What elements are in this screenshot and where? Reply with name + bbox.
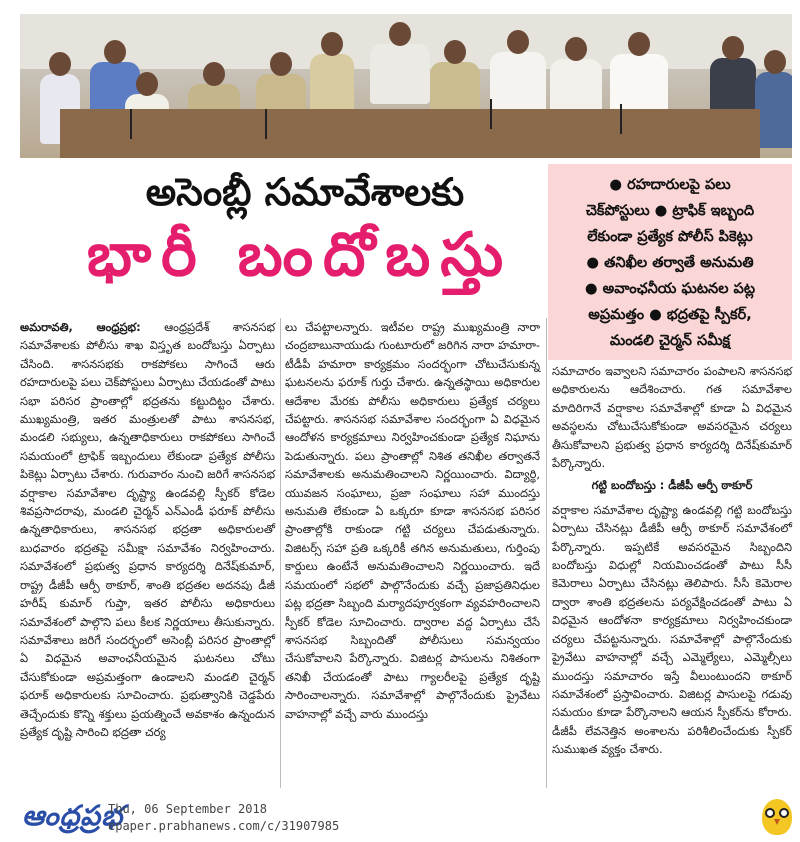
dateline: అమరావతి, ఆంధ్రప్రభ: <box>20 320 141 334</box>
subheading: గట్టి బందోబస్తు : డీజీపీ ఆర్పీ ఠాకూర్ <box>591 478 753 493</box>
article-text: సమాచారం ఇవ్వాలని సమాచారం పంపాలని శాసనసభ అధికారులను ఆదేశించారు. గత సమావేశాల మాదిరిగానే వర్షాకాల సమావేశాల్లో కూడా ఏ విధమైన అవస్థలను చోటుచేసుకోకుండా అవసరమైన చర్యలు తీసుకోవాలని ప్రభుత్వ ప్రధాన కార్యదర్శి దినేష్‌కుమార్ పేర్కొన్నారు. <box>552 364 792 471</box>
article-column-3 <box>552 362 792 759</box>
highlight-item: లేకుండా ప్రత్యేక పోలీస్ పికెట్లు <box>587 229 753 245</box>
column-divider <box>546 318 547 788</box>
publication-logo[interactable]: ఆంధ్రప్రభ <box>22 799 124 832</box>
headline-line1: అసెంబ్లీ సమావేశాలకు <box>145 170 465 214</box>
highlight-item: అప్రమత్తం ● భద్రతపై స్పీకర్, <box>588 307 752 323</box>
epaper-url[interactable]: epaper.prabhanews.com/c/31907985 <box>108 819 340 833</box>
highlight-item: చెక్‌పోస్టులు ● ట్రాఫిక్ ఇబ్బంది <box>585 203 755 219</box>
article-text: వర్షాకాల సమావేశాల దృష్ట్యా ఉండవల్లి గట్టి బందోబస్తు ఏర్పాటు చేసినట్లు డీజీపీ ఆర్పీ ఠాకూర్ సమావేశంలో పేర్కొన్నారు. ఇప్పటికే అవసరమైన సిబ్బందిని బందోబస్తు విధుల్లో నియమించడంతో పాటు సీసీ కెమెరాలు ఏర్పాటు చేసినట్లు తెలిపారు. సీసీ కెమెరాల ద్వారా శాంతి భద్రతలను పర్యవేక్షించడంతో పాటు ఏ విధమైన ఆందోళనా కార్యక్రమాలు నిర్వహించకుండా చర్యలు చేపట్టనున్నారు. సమావేశాల్లో పాల్గొనేందుకు ప్రైవేటు వాహనాల్లో వచ్చే ఎమ్మెల్యేలు, ఎమ్మెల్సీలు ముందస్తు సమాచారం ఇస్తే వీలుంటుందని ఠాకూర్ సమావేశంలో ప్రస్తావించారు. విజిటర్ల పాసులపై గడువు సమయం కూడా పేర్కొనాలని ఆయన స్పీకర్‌ను కోరారు. డీజీపీ లేవనెత్తిన అంశాలను పరిశీలించేందుకు స్పీకర్ సుముఖత వ్యక్తం చేశారు. <box>552 502 792 757</box>
article-column-1 <box>20 318 275 741</box>
meeting-photo <box>20 14 792 158</box>
footer <box>0 795 800 842</box>
article-text: లు చేపట్టాలన్నారు. ఇటీవల రాష్ట్ర ముఖ్యమంత్రి నారా చంద్రబాబునాయుడు గుంటూరులో జరిగిన నారా హమారా-టీడీపీ హమారా కార్యక్రమం సందర్భంగా చోటుచేసుకున్న ఘటనలను ఫరూక్ గుర్తు చేశారు. ఉన్నతస్థాయి అధికారుల ఆదేశాల మేరకు పోలీసు అధికారులు ప్రత్యేక చర్యలు చేపట్టారు. శాసనసభ సమావేశాల సందర్భంగా ఏ విధమైన ఆందోళన కార్యక్రమాలు నిర్వహించకుండా ప్రత్యేక నిఘాను పెడుతున్నారు. పలు ప్రాంతాల్లో నిశిత తనిఖీల తర్వాతనే సమావేశాలకు అనుమతించాలని నిర్ణయించారు. విద్యార్థి, యువజన సంఘాలు, ప్రజా సంఘాలు సహా ముందస్తు అనుమతి లేకుండా ఏ ఒక్కరూ కూడా శాసనసభ పరిసర ప్రాంతాల్లోకి రాకుండా గట్టి చర్యలు చేపడుతున్నారు. విజిటర్స్ సహా ప్రతి ఒక్కరికీ తగిన అనుమతులు, గుర్తింపు కార్డులు ఉంటేనే అనుమతించాలని నిర్ణయించారు. ఇదే సమయంలో సభలో పాల్గొనేందుకు వచ్చే ప్రజాప్రతినిధుల పట్ల భద్రతా సిబ్బంది మర్యాదపూర్వకంగా వ్యవహరించాలని స్పీకర్ కోడెల సూచించారు. ద్వారాల వద్ద ఏర్పాటు చేసే శాసనసభ సిబ్బందితో పోలీసులు సమన్వయం చేసుకోవాలని పేర్కొన్నారు. విజిటర్ల పాసులను నిశితంగా తనిఖీ చేయడంతో పాటు గ్యాలరీలపై ప్రత్యేక దృష్టి సారించాలన్నారు. సమావేశాల్లో పాల్గొనేందుకు ప్రైవేటు వాహనాల్లో వచ్చే వారు ముందస్తు <box>285 320 540 721</box>
owl-mascot-icon <box>762 799 792 835</box>
highlight-item: మండలి చైర్మన్ సమీక్ష <box>609 333 731 349</box>
highlights-box <box>548 164 792 360</box>
headline-line2: భారీ బందోబస్తు <box>86 220 514 290</box>
footer-info <box>108 801 339 835</box>
highlight-item: ● రహదారులపై పలు <box>609 177 731 193</box>
edition-date: Thu, 06 September 2018 <box>108 802 267 816</box>
column-divider <box>280 318 281 788</box>
highlight-item: ● అవాంఛనీయ ఘటనల పట్ల <box>584 281 756 297</box>
highlight-item: ● తనిఖీల తర్వాతే అనుమతి <box>586 255 754 271</box>
article-column-2 <box>285 318 540 723</box>
article-text: ఆంధ్రప్రదేశ్ శాసనసభ సమావేశాలకు పోలీసు శాఖ విస్తృత బందోబస్తు ఏర్పాటు చేసింది. శాసనసభకు రాకపోకలు సాగించే ఆరు రహదారులపై పలు చెక్‌పోస్టులు ఏర్పాటు చేయడంతో పాటు సభా పరిసర ప్రాంతాల్లో భద్రతను కట్టుదిట్టం చేశారు. ముఖ్యమంత్రి, ఇతర మంత్రులతో పాటు శాసనసభ, మండలి సభ్యులు, ఉన్నతాధికారులు రాకపోకలు సాగించే సమయంలో ట్రాఫిక్ ఇబ్బందులు లేకుండా ప్రత్యేక పోలీసు పికెట్లు ఏర్పాటు చేశారు. గురువారం నుంచి జరిగే శాసనసభ వర్షాకాల సమావేశాల దృష్ట్యా ఉండవల్లి స్పీకర్ కోడెల శివప్రసాదరావు, మండలి చైర్మన్ ఎన్ఎండీ ఫరూక్ పోలీసు ఉన్నతాధికారులు, శాసనసభ భద్రతా అధికారులతో బుధవారం భద్రతపై సమీక్షా సమావేశం నిర్వహించారు. సమావేశంలో ప్రభుత్వ ప్రధాన కార్యదర్శి దినేష్‌కుమార్, రాష్ట్ర డీజీపీ ఆర్పీ ఠాకూర్, శాంతి భద్రతల అదనపు డీజీ హరీష్ కుమార్ గుప్తా, ఇతర పోలీసు అధికారులు సమావేశంలో పాల్గొని పలు కీలక నిర్ణయాలు తీసుకున్నారు. సమావేశాలు జరిగే సందర్భంలో అసెంబ్లీ పరిసర ప్రాంతాల్లో ఏ విధమైన అవాంఛనీయమైన ఘటనలు చోటు చేసుకోకుండా అప్రమత్తంగా ఉండాలని మండలి చైర్మన్ ఫరూక్ అధికారులకు సూచించారు. ప్రభుత్వానికి చెడ్డపేరు తెచ్చేందుకు కొన్ని శక్తులు ప్రయత్నించే అవకాశం ఉన్నందున ప్రత్యేక దృష్టి సారించి భద్రతా చర్య <box>20 320 276 739</box>
